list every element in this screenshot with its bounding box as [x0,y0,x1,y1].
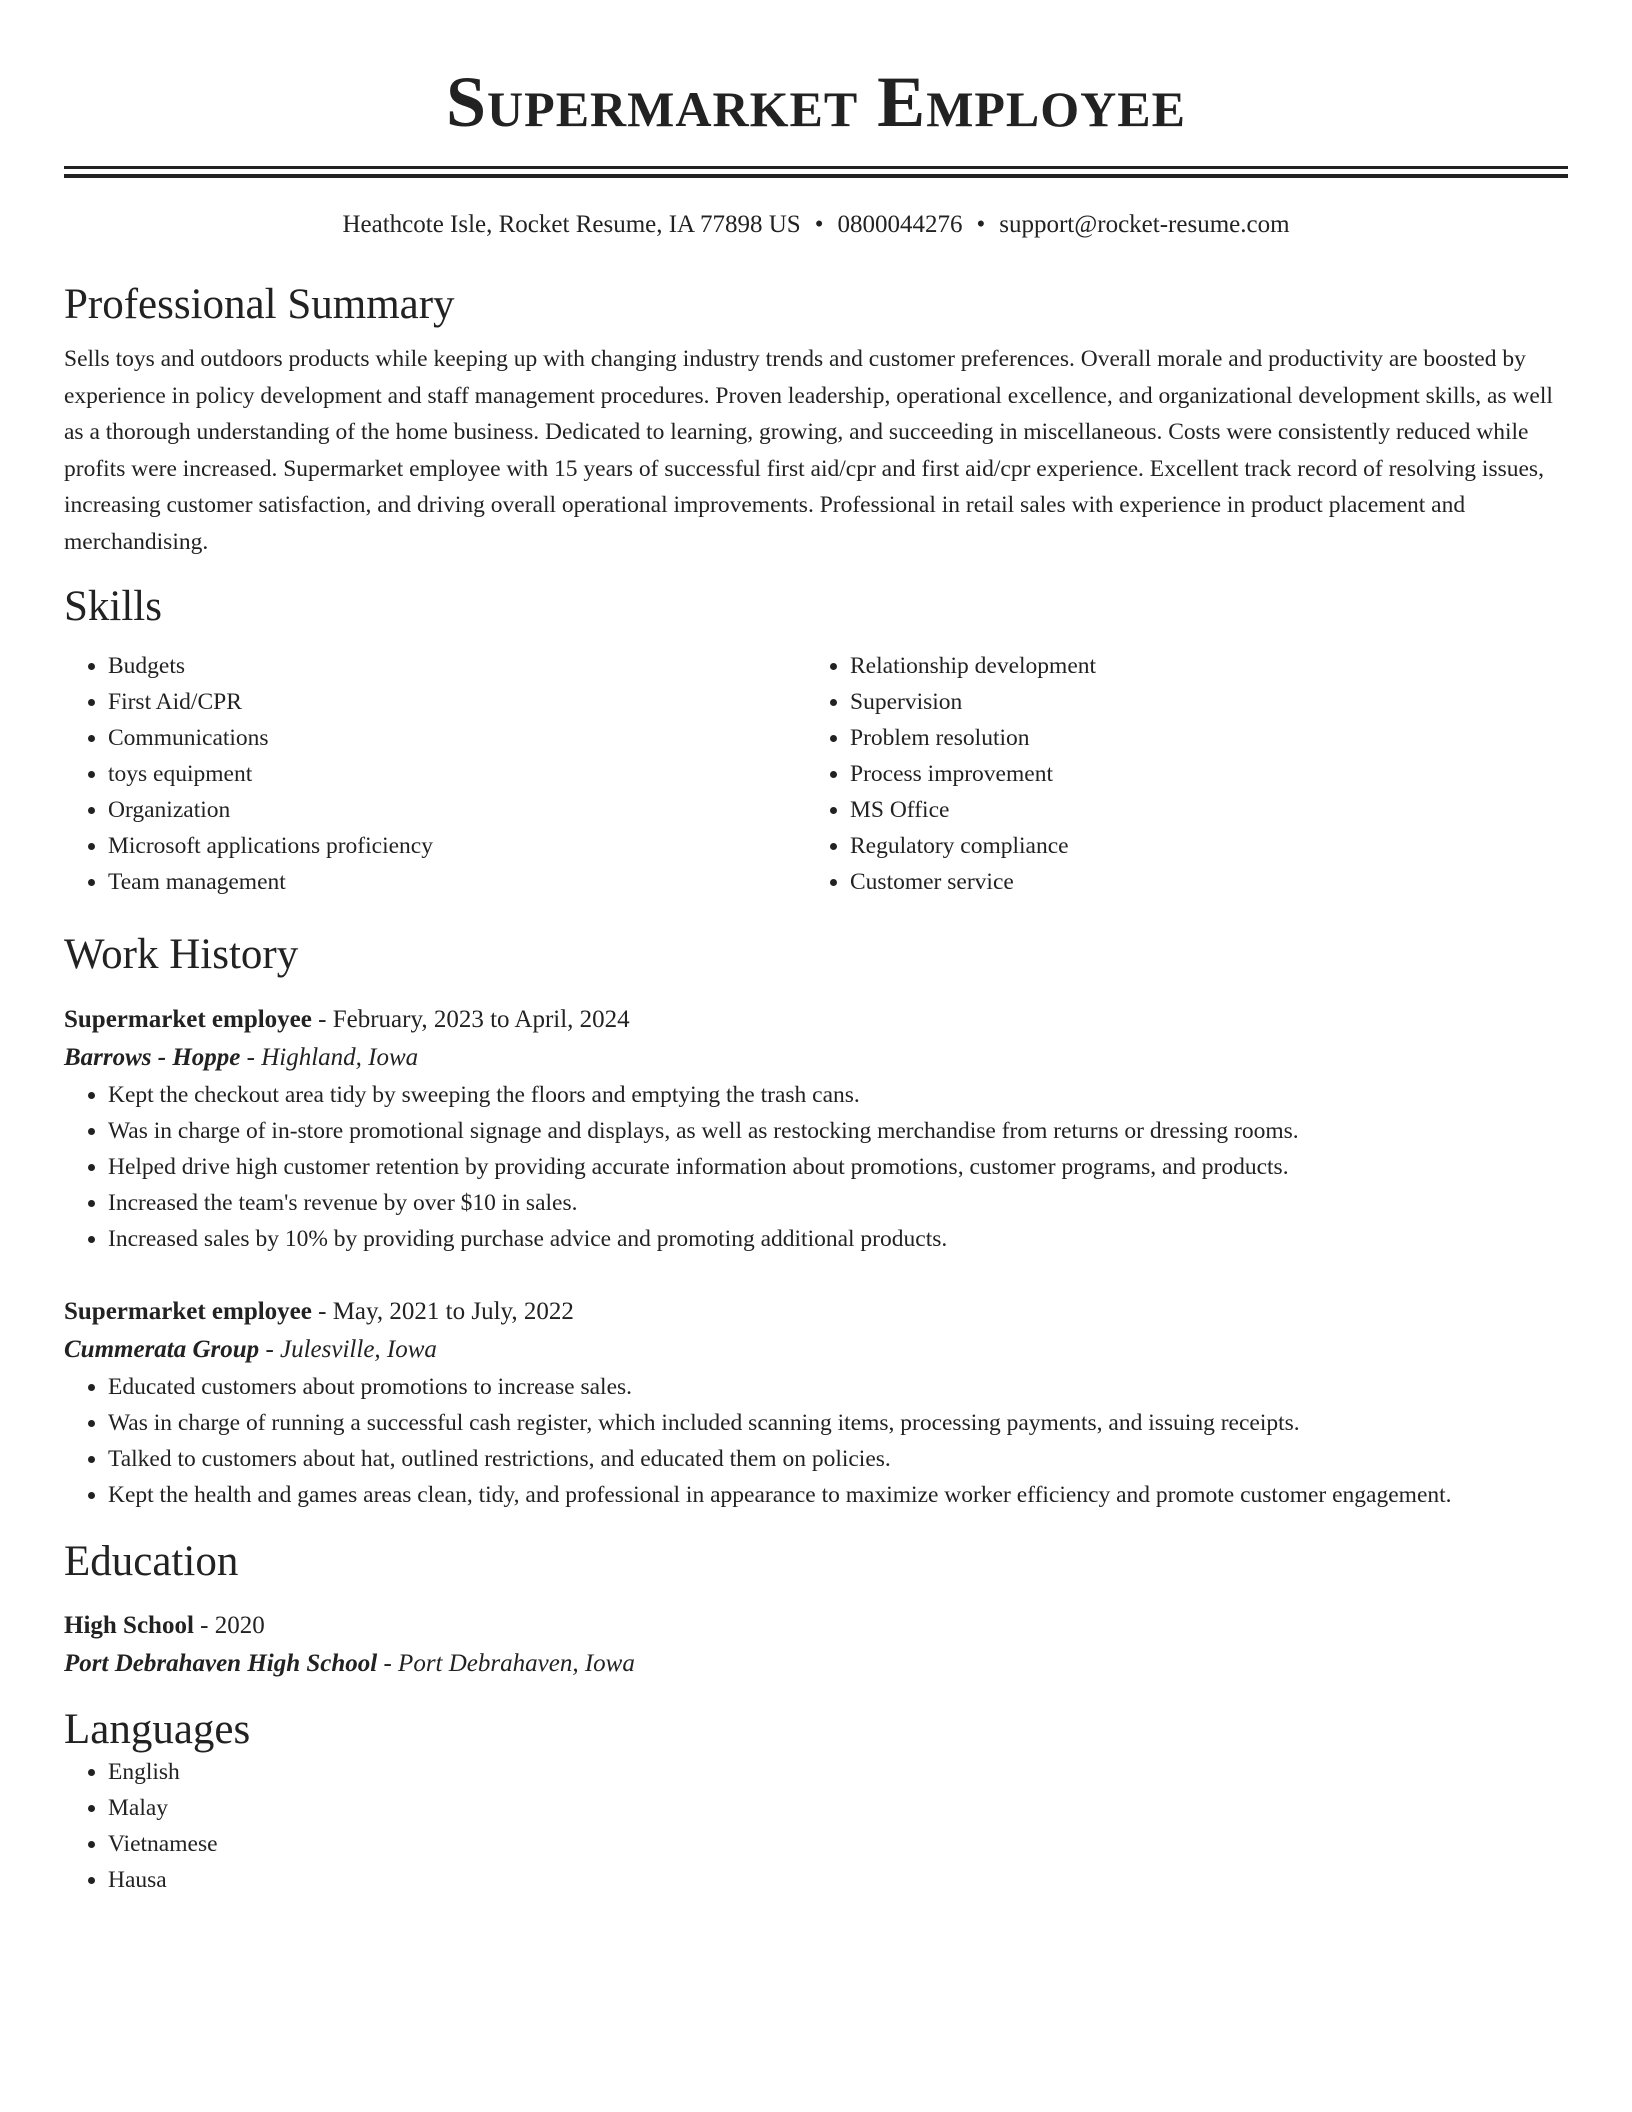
section-title-languages: Languages [64,1705,251,1753]
job-duty-item: • Was in charge of running a successful cash register, which included scanning items, processing payments, and issuing receipts. [108,1405,1568,1441]
education-degree-line [64,1607,1568,1645]
skill-item: • Customer service [850,864,1548,900]
skill-item: • toys equipment [108,756,806,792]
skills-column-left [64,648,806,900]
job-duty-item: • Kept the health and games areas clean, tidy, and professional in appearance to maximize worker efficiency and promote customer engagement. [108,1477,1568,1513]
skill-item: • Budgets [108,648,806,684]
languages-list [64,1754,1568,1898]
skill-item: • MS Office [850,792,1548,828]
skill-item: • Organization [108,792,806,828]
header-divider-bottom [64,174,1568,178]
job-entry [64,1001,1568,1257]
skill-item: • Team management [108,864,806,900]
education-degree: High School [64,1611,194,1639]
skill-item: • First Aid/CPR [108,684,806,720]
skill-item: • Microsoft applications proficiency [108,828,806,864]
language-item: • Malay [108,1790,1568,1826]
job-company: Barrows - Hoppe [64,1044,241,1072]
section-title-work-history: Work History [64,930,299,978]
language-item: • Vietnamese [108,1826,1568,1862]
job-duty-item: • Kept the checkout area tidy by sweeping the floors and emptying the trash cans. [108,1077,1568,1113]
skill-item: • Process improvement [850,756,1548,792]
job-title-line [64,1293,1568,1331]
contact-separator: • [814,211,824,238]
job-dates: - February, 2023 to April, 2024 [311,1006,630,1034]
language-item: • Hausa [108,1862,1568,1898]
job-duty-item: • Talked to customers about hat, outlined restrictions, and educated them on policies. [108,1441,1568,1477]
contact-address: Heathcote Isle, Rocket Resume, IA 77898 US [342,211,801,238]
job-duties [64,1369,1568,1513]
job-dates: - May, 2021 to July, 2022 [311,1298,574,1326]
education-year: - 2020 [193,1611,265,1639]
section-title-education: Education [64,1538,239,1586]
job-company: Cummerata Group [64,1336,260,1364]
language-item: • English [108,1754,1568,1790]
job-location: - Highland, Iowa [240,1044,419,1072]
contact-separator: • [976,211,986,238]
header-divider-top [64,166,1568,169]
job-company-line [64,1039,1568,1077]
job-duty-item: • Educated customers about promotions to increase sales. [108,1369,1568,1405]
education-school: Port Debrahaven High School [64,1649,378,1677]
section-title-skills: Skills [64,583,162,631]
skill-item: • Problem resolution [850,720,1548,756]
job-duty-item: • Helped drive high customer retention by providing accurate information about promotions, customer programs, and products. [108,1149,1568,1185]
job-role: Supermarket employee [64,1298,312,1326]
job-entry [64,1293,1568,1513]
job-title-line [64,1001,1568,1039]
skill-item: • Relationship development [850,648,1548,684]
summary-text: Sells toys and outdoors products while keeping up with changing industry trends and customer preferences. Overall morale and productivity are boosted by experience in policy development and staff management procedures. Proven leadership, operational excellence, and organizational development skills, as well as a thorough understanding of the home business. Dedicated to learning, growing, and succeeding in miscellaneous. Costs were consistently reduced while profits were increased. Supermarket employee with 15 years of successful first aid/cpr and first aid/cpr experience. Excellent track record of resolving issues, increasing customer satisfaction, and driving overall operational improvements. Professional in retail sales with experience in product placement and merchandising. [64,346,1553,555]
job-role: Supermarket employee [64,1006,312,1034]
skill-item: • Regulatory compliance [850,828,1548,864]
job-duty-item: • Was in charge of in-store promotional signage and displays, as well as restocking merchandise from returns or dressing rooms. [108,1113,1568,1149]
contact-line [64,208,1568,242]
section-title-summary: Professional Summary [64,281,455,328]
education-location: - Port Debrahaven, Iowa [377,1649,635,1677]
skill-item: • Communications [108,720,806,756]
contact-phone: 0800044276 [837,211,963,238]
job-duty-item: • Increased sales by 10% by providing purchase advice and promoting additional products. [108,1221,1568,1257]
skills-column-right [806,648,1548,900]
job-location: - Julesville, Iowa [259,1336,437,1364]
contact-email: support@rocket-resume.com [999,211,1290,238]
job-company-line [64,1331,1568,1369]
skill-item: • Supervision [850,684,1548,720]
education-school-line [64,1645,1568,1683]
job-duty-item: • Increased the team's revenue by over $10 in sales. [108,1185,1568,1221]
skills-grid [64,648,1568,900]
candidate-name: Supermarket Employee [446,62,1186,142]
education-entry [64,1607,1568,1683]
job-duties [64,1077,1568,1257]
